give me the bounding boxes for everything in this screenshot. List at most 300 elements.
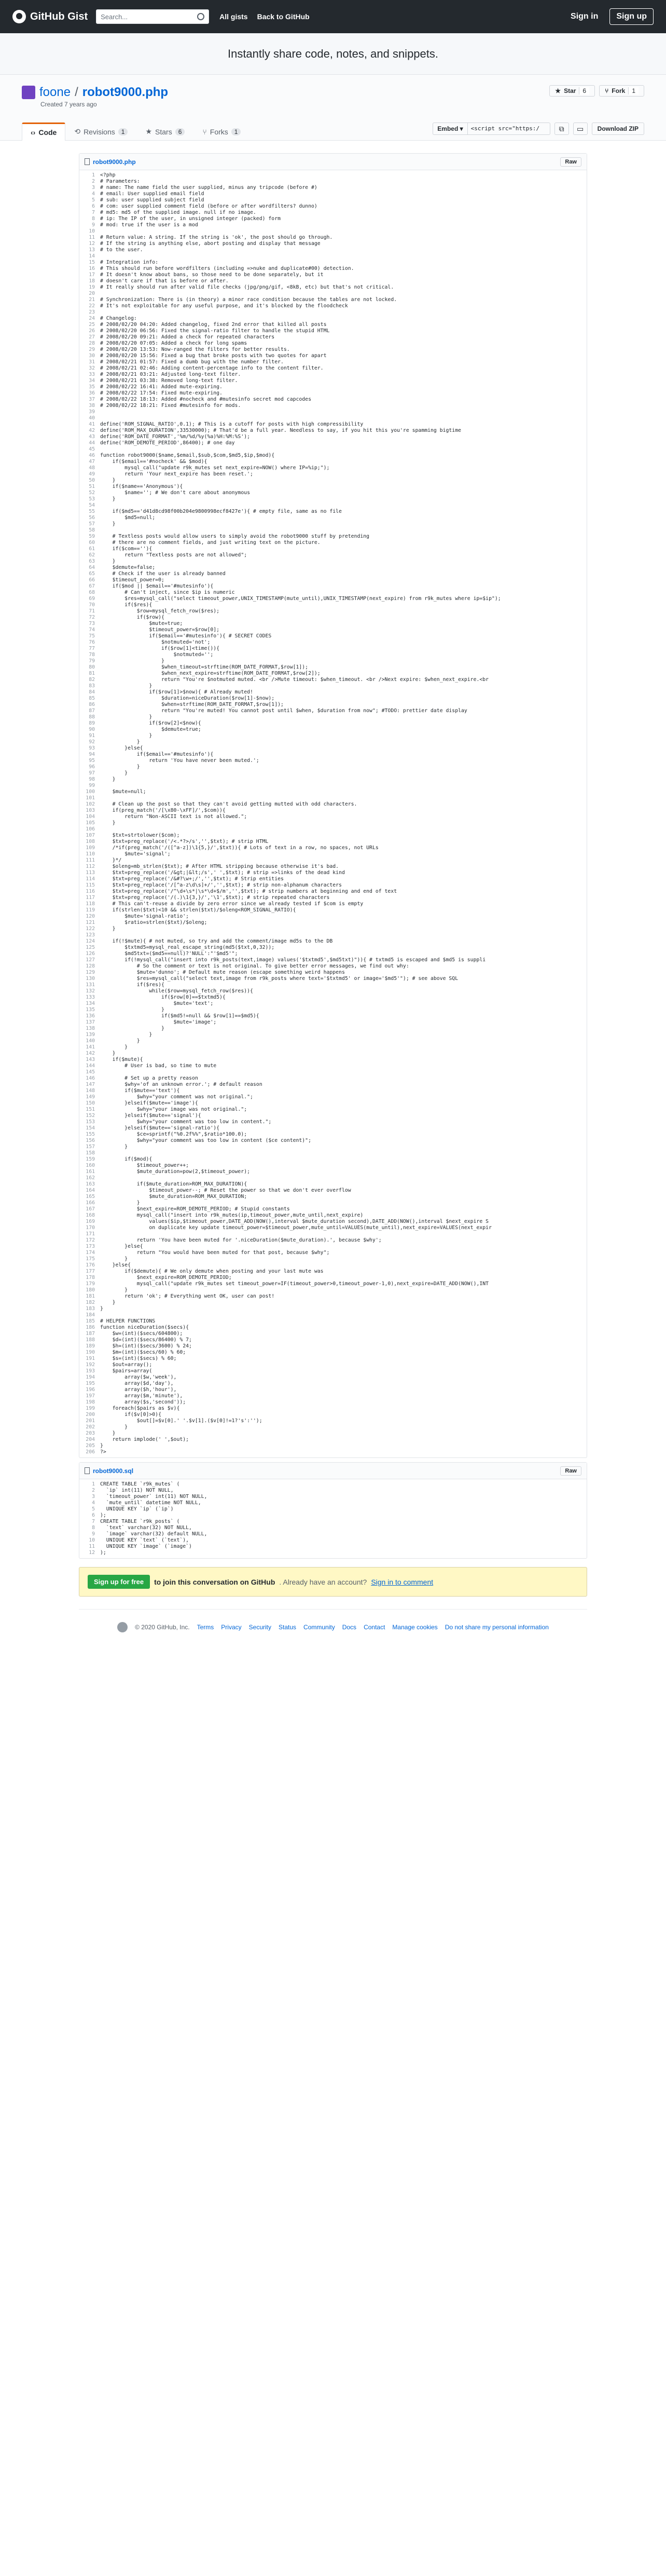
embed-url-field[interactable]: <script src="https:/ [467, 122, 550, 135]
line-number[interactable]: 9 [92, 1531, 95, 1537]
line-number[interactable]: 95 [89, 758, 95, 764]
line-number[interactable]: 62 [89, 552, 95, 558]
line-number[interactable]: 5 [92, 1506, 95, 1512]
line-number[interactable]: 30 [89, 353, 95, 359]
line-number[interactable]: 204 [86, 1437, 95, 1442]
line-number[interactable]: 12 [89, 241, 95, 247]
line-number[interactable]: 36 [89, 390, 95, 396]
line-number[interactable]: 127 [86, 957, 95, 963]
line-number[interactable]: 45 [89, 446, 95, 452]
line-number[interactable]: 18 [89, 278, 95, 284]
line-number[interactable]: 148 [86, 1088, 95, 1094]
line-number[interactable]: 162 [86, 1175, 95, 1181]
line-number[interactable]: 90 [89, 727, 95, 732]
line-number[interactable]: 20 [89, 291, 95, 296]
line-number[interactable]: 69 [89, 596, 95, 602]
line-number[interactable]: 158 [86, 1150, 95, 1156]
line-number[interactable]: 193 [86, 1368, 95, 1374]
line-number[interactable]: 10 [89, 228, 95, 234]
line-number[interactable]: 157 [86, 1144, 95, 1150]
raw-button[interactable]: Raw [560, 157, 581, 167]
line-number[interactable]: 35 [89, 384, 95, 390]
line-number[interactable]: 13 [89, 247, 95, 253]
line-number[interactable]: 6 [92, 203, 95, 209]
line-number[interactable]: 32 [89, 365, 95, 371]
line-content: # 2008/02/20 06:56: Fixed the signal-ratio filter to handle the stupid HTML [100, 328, 330, 334]
line-number[interactable]: 41 [89, 421, 95, 427]
line-number[interactable]: 4 [92, 191, 95, 197]
line-number[interactable]: 14 [89, 253, 95, 259]
fork-icon: ⑂ [202, 127, 207, 136]
line-number[interactable]: 142 [86, 1051, 95, 1056]
line-number[interactable]: 199 [86, 1406, 95, 1411]
line-number[interactable]: 10 [89, 1537, 95, 1543]
line-number[interactable]: 88 [89, 714, 95, 720]
line-number[interactable]: 171 [86, 1231, 95, 1237]
line-content: `text` varchar(32) NOT NULL, [100, 1525, 192, 1531]
file-name: robot9000.php [93, 158, 136, 166]
line-number[interactable]: 175 [86, 1256, 95, 1262]
line-number[interactable]: 176 [86, 1262, 95, 1268]
line-number[interactable]: 154 [86, 1125, 95, 1131]
line-number[interactable]: 119 [86, 907, 95, 913]
search-input[interactable] [96, 9, 209, 24]
star-button[interactable] [549, 85, 595, 97]
code-line [79, 284, 587, 291]
line-number[interactable]: 92 [89, 739, 95, 745]
line-number[interactable]: 56 [89, 515, 95, 521]
code-line [79, 434, 587, 440]
line-number[interactable]: 78 [89, 652, 95, 658]
line-number[interactable]: 144 [86, 1063, 95, 1069]
line-number[interactable]: 15 [89, 260, 95, 265]
line-number[interactable]: 58 [89, 527, 95, 533]
line-number[interactable]: 31 [89, 359, 95, 365]
line-number[interactable]: 110 [86, 851, 95, 857]
line-number[interactable]: 47 [89, 459, 95, 465]
line-number[interactable]: 134 [86, 1001, 95, 1006]
line-number[interactable]: 143 [86, 1057, 95, 1062]
line-number[interactable]: 156 [86, 1138, 95, 1143]
line-number[interactable]: 89 [89, 720, 95, 726]
line-number[interactable]: 109 [86, 845, 95, 851]
line-number[interactable]: 63 [89, 558, 95, 564]
line-number[interactable]: 181 [86, 1293, 95, 1299]
line-number[interactable]: 104 [86, 814, 95, 820]
line-number[interactable]: 76 [89, 639, 95, 645]
line-number[interactable]: 33 [89, 372, 95, 377]
line-number[interactable]: 202 [86, 1424, 95, 1430]
line-content: if(!$mute){ # not muted, so try and add the comment/image md5s to the DB [100, 938, 333, 944]
line-number[interactable]: 99 [89, 783, 95, 788]
footer-link-status[interactable]: Status [279, 1624, 297, 1631]
line-number[interactable]: 182 [86, 1300, 95, 1305]
line-number[interactable]: 122 [86, 926, 95, 932]
line-number[interactable]: 60 [89, 540, 95, 546]
line-number[interactable]: 4 [92, 1500, 95, 1506]
code-line [79, 552, 587, 558]
line-number[interactable]: 139 [86, 1032, 95, 1038]
line-number[interactable]: 149 [86, 1094, 95, 1100]
line-number[interactable]: 70 [89, 602, 95, 608]
line-number[interactable]: 118 [86, 901, 95, 907]
nav-all-gists[interactable]: All gists [219, 12, 248, 21]
line-number[interactable]: 174 [86, 1250, 95, 1256]
line-number[interactable]: 46 [89, 453, 95, 458]
line-number[interactable]: 55 [89, 509, 95, 514]
line-number[interactable]: 190 [86, 1350, 95, 1355]
code-line [79, 590, 587, 596]
line-number[interactable]: 205 [86, 1443, 95, 1449]
line-number[interactable]: 198 [86, 1399, 95, 1405]
line-number[interactable]: 27 [89, 334, 95, 340]
line-number[interactable]: 52 [89, 490, 95, 496]
line-number[interactable]: 203 [86, 1430, 95, 1436]
line-number[interactable]: 167 [86, 1206, 95, 1212]
line-number[interactable]: 117 [86, 895, 95, 901]
line-number[interactable]: 91 [89, 733, 95, 739]
line-number[interactable]: 42 [89, 428, 95, 433]
line-number[interactable]: 86 [89, 702, 95, 707]
copy-button[interactable] [554, 122, 569, 135]
line-number[interactable]: 155 [86, 1132, 95, 1137]
footer-link-manage-cookies[interactable]: Manage cookies [392, 1624, 438, 1631]
line-number[interactable]: 3 [92, 1494, 95, 1500]
line-number[interactable]: 43 [89, 434, 95, 440]
code-line [79, 602, 587, 608]
line-number[interactable]: 28 [89, 340, 95, 346]
line-content: if($email=='#mutesinfo'){ [100, 752, 214, 757]
line-number[interactable]: 165 [86, 1194, 95, 1200]
line-number[interactable]: 121 [86, 920, 95, 925]
line-number[interactable]: 135 [86, 1007, 95, 1013]
line-number[interactable]: 44 [89, 440, 95, 446]
line-number[interactable]: 189 [86, 1343, 95, 1349]
line-number[interactable]: 74 [89, 627, 95, 633]
line-number[interactable]: 133 [86, 994, 95, 1000]
line-number[interactable]: 105 [86, 820, 95, 826]
star-count: 6 [579, 87, 589, 94]
line-number[interactable]: 115 [86, 882, 95, 888]
line-number[interactable]: 39 [89, 409, 95, 415]
line-number[interactable]: 108 [86, 839, 95, 844]
line-number[interactable]: 3 [92, 185, 95, 190]
line-content: }else{ [100, 1262, 131, 1268]
line-number[interactable]: 29 [89, 347, 95, 352]
line-number[interactable]: 8 [92, 216, 95, 222]
line-number[interactable]: 26 [89, 328, 95, 334]
line-number[interactable]: 11 [89, 235, 95, 240]
line-number[interactable]: 5 [92, 197, 95, 203]
line-content: # 2008/02/20 09:21: Added a check for repeated characters [100, 334, 275, 340]
line-number[interactable]: 75 [89, 633, 95, 639]
line-number[interactable]: 191 [86, 1356, 95, 1361]
line-number[interactable]: 101 [86, 795, 95, 801]
line-number[interactable]: 180 [86, 1287, 95, 1293]
line-number[interactable]: 128 [86, 963, 95, 969]
line-number[interactable]: 25 [89, 322, 95, 328]
code-line [79, 453, 587, 459]
line-number[interactable]: 147 [86, 1082, 95, 1087]
line-number[interactable]: 34 [89, 378, 95, 384]
line-number[interactable]: 7 [92, 1519, 95, 1524]
line-number[interactable]: 161 [86, 1169, 95, 1175]
line-number[interactable]: 192 [86, 1362, 95, 1368]
line-number[interactable]: 169 [86, 1219, 95, 1224]
line-number[interactable]: 137 [86, 1019, 95, 1025]
file-name-link[interactable] [85, 1467, 133, 1475]
line-content: # there are no comment fields, and just writing text on the picture. [100, 540, 321, 546]
line-number[interactable]: 83 [89, 683, 95, 689]
line-number[interactable]: 168 [86, 1212, 95, 1218]
line-number[interactable]: 82 [89, 677, 95, 683]
file-name-link[interactable] [85, 158, 136, 166]
code-line [79, 390, 587, 397]
line-content: } [100, 1144, 128, 1150]
line-number[interactable]: 206 [86, 1449, 95, 1455]
line-number[interactable]: 164 [86, 1188, 95, 1193]
line-number[interactable]: 53 [89, 496, 95, 502]
line-number[interactable]: 113 [86, 870, 95, 876]
line-number[interactable]: 38 [89, 403, 95, 408]
footer-link-security[interactable]: Security [248, 1624, 271, 1631]
tab-forks[interactable] [193, 122, 249, 140]
code-line [79, 845, 587, 851]
footer-link-terms[interactable]: Terms [197, 1624, 214, 1631]
line-number[interactable]: 116 [86, 889, 95, 894]
code-line [79, 1269, 587, 1275]
line-number[interactable]: 172 [86, 1237, 95, 1243]
line-content: return 'You have been muted for '.niceDuration($mute_duration).', because $why'; [100, 1237, 382, 1243]
line-number[interactable]: 106 [86, 826, 95, 832]
line-number[interactable]: 65 [89, 571, 95, 577]
line-number[interactable]: 152 [86, 1113, 95, 1119]
line-number[interactable]: 94 [89, 752, 95, 757]
line-number[interactable]: 163 [86, 1181, 95, 1187]
line-number[interactable]: 111 [86, 857, 95, 863]
line-number[interactable]: 194 [86, 1374, 95, 1380]
sign-up-button[interactable]: Sign up [609, 8, 654, 25]
line-number[interactable]: 84 [89, 689, 95, 695]
line-number[interactable]: 187 [86, 1331, 95, 1337]
line-number[interactable]: 93 [89, 745, 95, 751]
line-number[interactable]: 16 [89, 266, 95, 271]
line-number[interactable]: 170 [86, 1225, 95, 1231]
code-line [79, 1057, 587, 1063]
line-content: # Textless posts would allow users to simply avoid the robot9000 stuff by pretending [100, 534, 370, 539]
line-number[interactable]: 85 [89, 696, 95, 701]
line-number[interactable]: 51 [89, 484, 95, 489]
line-number[interactable]: 73 [89, 621, 95, 626]
line-number[interactable]: 120 [86, 914, 95, 919]
code-line [79, 1494, 587, 1500]
line-number[interactable]: 67 [89, 583, 95, 589]
line-number[interactable]: 2 [92, 1488, 95, 1493]
tab-revisions[interactable] [65, 122, 136, 140]
line-number[interactable]: 71 [89, 608, 95, 614]
line-number[interactable]: 129 [86, 970, 95, 975]
download-zip-button[interactable]: Download ZIP [592, 122, 644, 135]
line-number[interactable]: 200 [86, 1412, 95, 1418]
tab-stars[interactable] [136, 122, 193, 140]
line-number[interactable]: 8 [92, 1525, 95, 1531]
line-number[interactable]: 196 [86, 1387, 95, 1393]
line-number[interactable]: 68 [89, 590, 95, 595]
line-number[interactable]: 160 [86, 1163, 95, 1168]
footer-link-privacy[interactable]: Privacy [221, 1624, 242, 1631]
line-number[interactable]: 80 [89, 664, 95, 670]
line-number[interactable]: 11 [89, 1544, 95, 1549]
line-content: return "You're muted! You cannot post until $when, $duration from now"; #TODO: prettier date display [100, 708, 467, 714]
line-number[interactable]: 132 [86, 988, 95, 994]
line-number[interactable]: 188 [86, 1337, 95, 1343]
sign-in-link[interactable]: Sign in [571, 12, 599, 21]
line-number[interactable]: 136 [86, 1013, 95, 1019]
line-number[interactable]: 59 [89, 534, 95, 539]
line-content: } [100, 683, 152, 689]
line-number[interactable]: 102 [86, 801, 95, 807]
code-line [79, 558, 587, 565]
line-number[interactable]: 107 [86, 833, 95, 838]
line-number[interactable]: 9 [92, 222, 95, 228]
code-line [79, 727, 587, 733]
gist-name-link[interactable]: robot9000.php [82, 85, 169, 99]
line-number[interactable]: 173 [86, 1244, 95, 1249]
line-number[interactable]: 145 [86, 1069, 95, 1075]
line-number[interactable]: 201 [86, 1418, 95, 1424]
line-number[interactable]: 126 [86, 951, 95, 957]
code-line [79, 1519, 587, 1525]
line-number[interactable]: 49 [89, 471, 95, 477]
line-number[interactable]: 97 [89, 770, 95, 776]
footer-link-contact[interactable]: Contact [364, 1624, 385, 1631]
line-number[interactable]: 98 [89, 776, 95, 782]
line-number[interactable]: 184 [86, 1312, 95, 1318]
line-number[interactable]: 40 [89, 415, 95, 421]
line-number[interactable]: 21 [89, 297, 95, 303]
line-number[interactable]: 150 [86, 1100, 95, 1106]
line-number[interactable]: 185 [86, 1318, 95, 1324]
line-content: # 2008/02/20 15:56: Fixed a bug that broke posts with two quotes for apart [100, 353, 327, 359]
line-number[interactable]: 197 [86, 1393, 95, 1399]
line-content: $h=(int)($secs/3600) % 24; [100, 1343, 192, 1349]
line-number[interactable]: 177 [86, 1269, 95, 1274]
line-content: $mute='signal-ratio'; [100, 914, 189, 919]
line-number[interactable]: 183 [86, 1306, 95, 1312]
line-number[interactable]: 64 [89, 565, 95, 570]
code-line [79, 596, 587, 602]
embed-select[interactable]: Embed ▾ [433, 122, 467, 135]
footer-link-docs[interactable]: Docs [342, 1624, 357, 1631]
line-number[interactable]: 1 [92, 172, 95, 178]
line-number[interactable]: 131 [86, 982, 95, 988]
line-number[interactable]: 166 [86, 1200, 95, 1206]
code-line [79, 1300, 587, 1306]
line-number[interactable]: 19 [89, 284, 95, 290]
line-number[interactable]: 77 [89, 646, 95, 651]
code-line [79, 471, 587, 478]
line-number[interactable]: 23 [89, 309, 95, 315]
code-line [79, 403, 587, 409]
nav-back-to-github[interactable]: Back to GitHub [257, 12, 310, 21]
line-number[interactable]: 103 [86, 808, 95, 813]
sign-up-for-free-button[interactable]: Sign up for free [88, 1575, 150, 1589]
line-content: $when_timeout=strftime(ROM_DATE_FORMAT,$row[1]); [100, 664, 309, 670]
line-number[interactable]: 24 [89, 316, 95, 321]
line-number[interactable]: 186 [86, 1325, 95, 1330]
line-content: ); [100, 1550, 106, 1556]
open-desktop-button[interactable] [573, 122, 588, 135]
line-content: # doesn't care if that is before or after. [100, 278, 229, 284]
line-number[interactable]: 72 [89, 615, 95, 620]
footer-link-community[interactable]: Community [303, 1624, 335, 1631]
line-number[interactable]: 151 [86, 1107, 95, 1112]
line-number[interactable]: 159 [86, 1156, 95, 1162]
code-line [79, 820, 587, 826]
line-number[interactable]: 22 [89, 303, 95, 309]
line-number[interactable]: 37 [89, 397, 95, 402]
line-number[interactable]: 195 [86, 1381, 95, 1386]
footer-link-do-not-share[interactable]: Do not share my personal information [445, 1624, 549, 1631]
code-line [79, 1063, 587, 1069]
line-number[interactable]: 87 [89, 708, 95, 714]
line-number[interactable]: 114 [86, 876, 95, 882]
line-number[interactable]: 130 [86, 976, 95, 982]
line-number[interactable]: 138 [86, 1026, 95, 1031]
line-content: # It's not exploitable for any useful purpose, and it's blocked by the floodcheck [100, 303, 348, 309]
line-number[interactable]: 141 [86, 1044, 95, 1050]
github-gist-logo[interactable] [12, 10, 88, 23]
line-number[interactable]: 96 [89, 764, 95, 770]
line-number[interactable]: 79 [89, 658, 95, 664]
line-number[interactable]: 124 [86, 938, 95, 944]
raw-button[interactable]: Raw [560, 1466, 581, 1476]
line-number[interactable]: 66 [89, 577, 95, 583]
fork-button[interactable] [599, 85, 644, 97]
line-number[interactable]: 50 [89, 478, 95, 483]
avatar[interactable] [22, 86, 35, 99]
line-number[interactable]: 61 [89, 546, 95, 552]
file-robot9000-sql [79, 1462, 587, 1559]
line-number[interactable]: 179 [86, 1281, 95, 1287]
line-number[interactable]: 100 [86, 789, 95, 795]
line-content: $w=(int)($secs/604800); [100, 1331, 183, 1337]
line-number[interactable]: 1 [92, 1481, 95, 1487]
line-number[interactable]: 112 [86, 864, 95, 869]
fork-icon: ⑂ [605, 87, 609, 94]
line-number[interactable]: 2 [92, 179, 95, 184]
line-number[interactable]: 12 [89, 1550, 95, 1556]
line-number[interactable]: 178 [86, 1275, 95, 1280]
line-number[interactable]: 17 [89, 272, 95, 278]
line-content: $next_expire=ROM_DEMOTE_PERIOD; # Stupid constants [100, 1206, 290, 1212]
line-number[interactable]: 6 [92, 1512, 95, 1518]
line-number[interactable]: 48 [89, 465, 95, 471]
tab-code[interactable] [22, 122, 65, 141]
line-number[interactable]: 81 [89, 671, 95, 676]
line-number[interactable]: 7 [92, 210, 95, 215]
line-number[interactable]: 153 [86, 1119, 95, 1125]
line-number[interactable]: 123 [86, 932, 95, 938]
code-line [79, 266, 587, 272]
owner-link[interactable]: foone [39, 85, 71, 99]
line-number[interactable]: 146 [86, 1075, 95, 1081]
line-number[interactable]: 140 [86, 1038, 95, 1044]
line-number[interactable]: 125 [86, 945, 95, 950]
line-number[interactable]: 54 [89, 502, 95, 508]
sign-in-to-comment-link[interactable]: Sign in to comment [371, 1577, 434, 1586]
line-number[interactable]: 57 [89, 521, 95, 527]
